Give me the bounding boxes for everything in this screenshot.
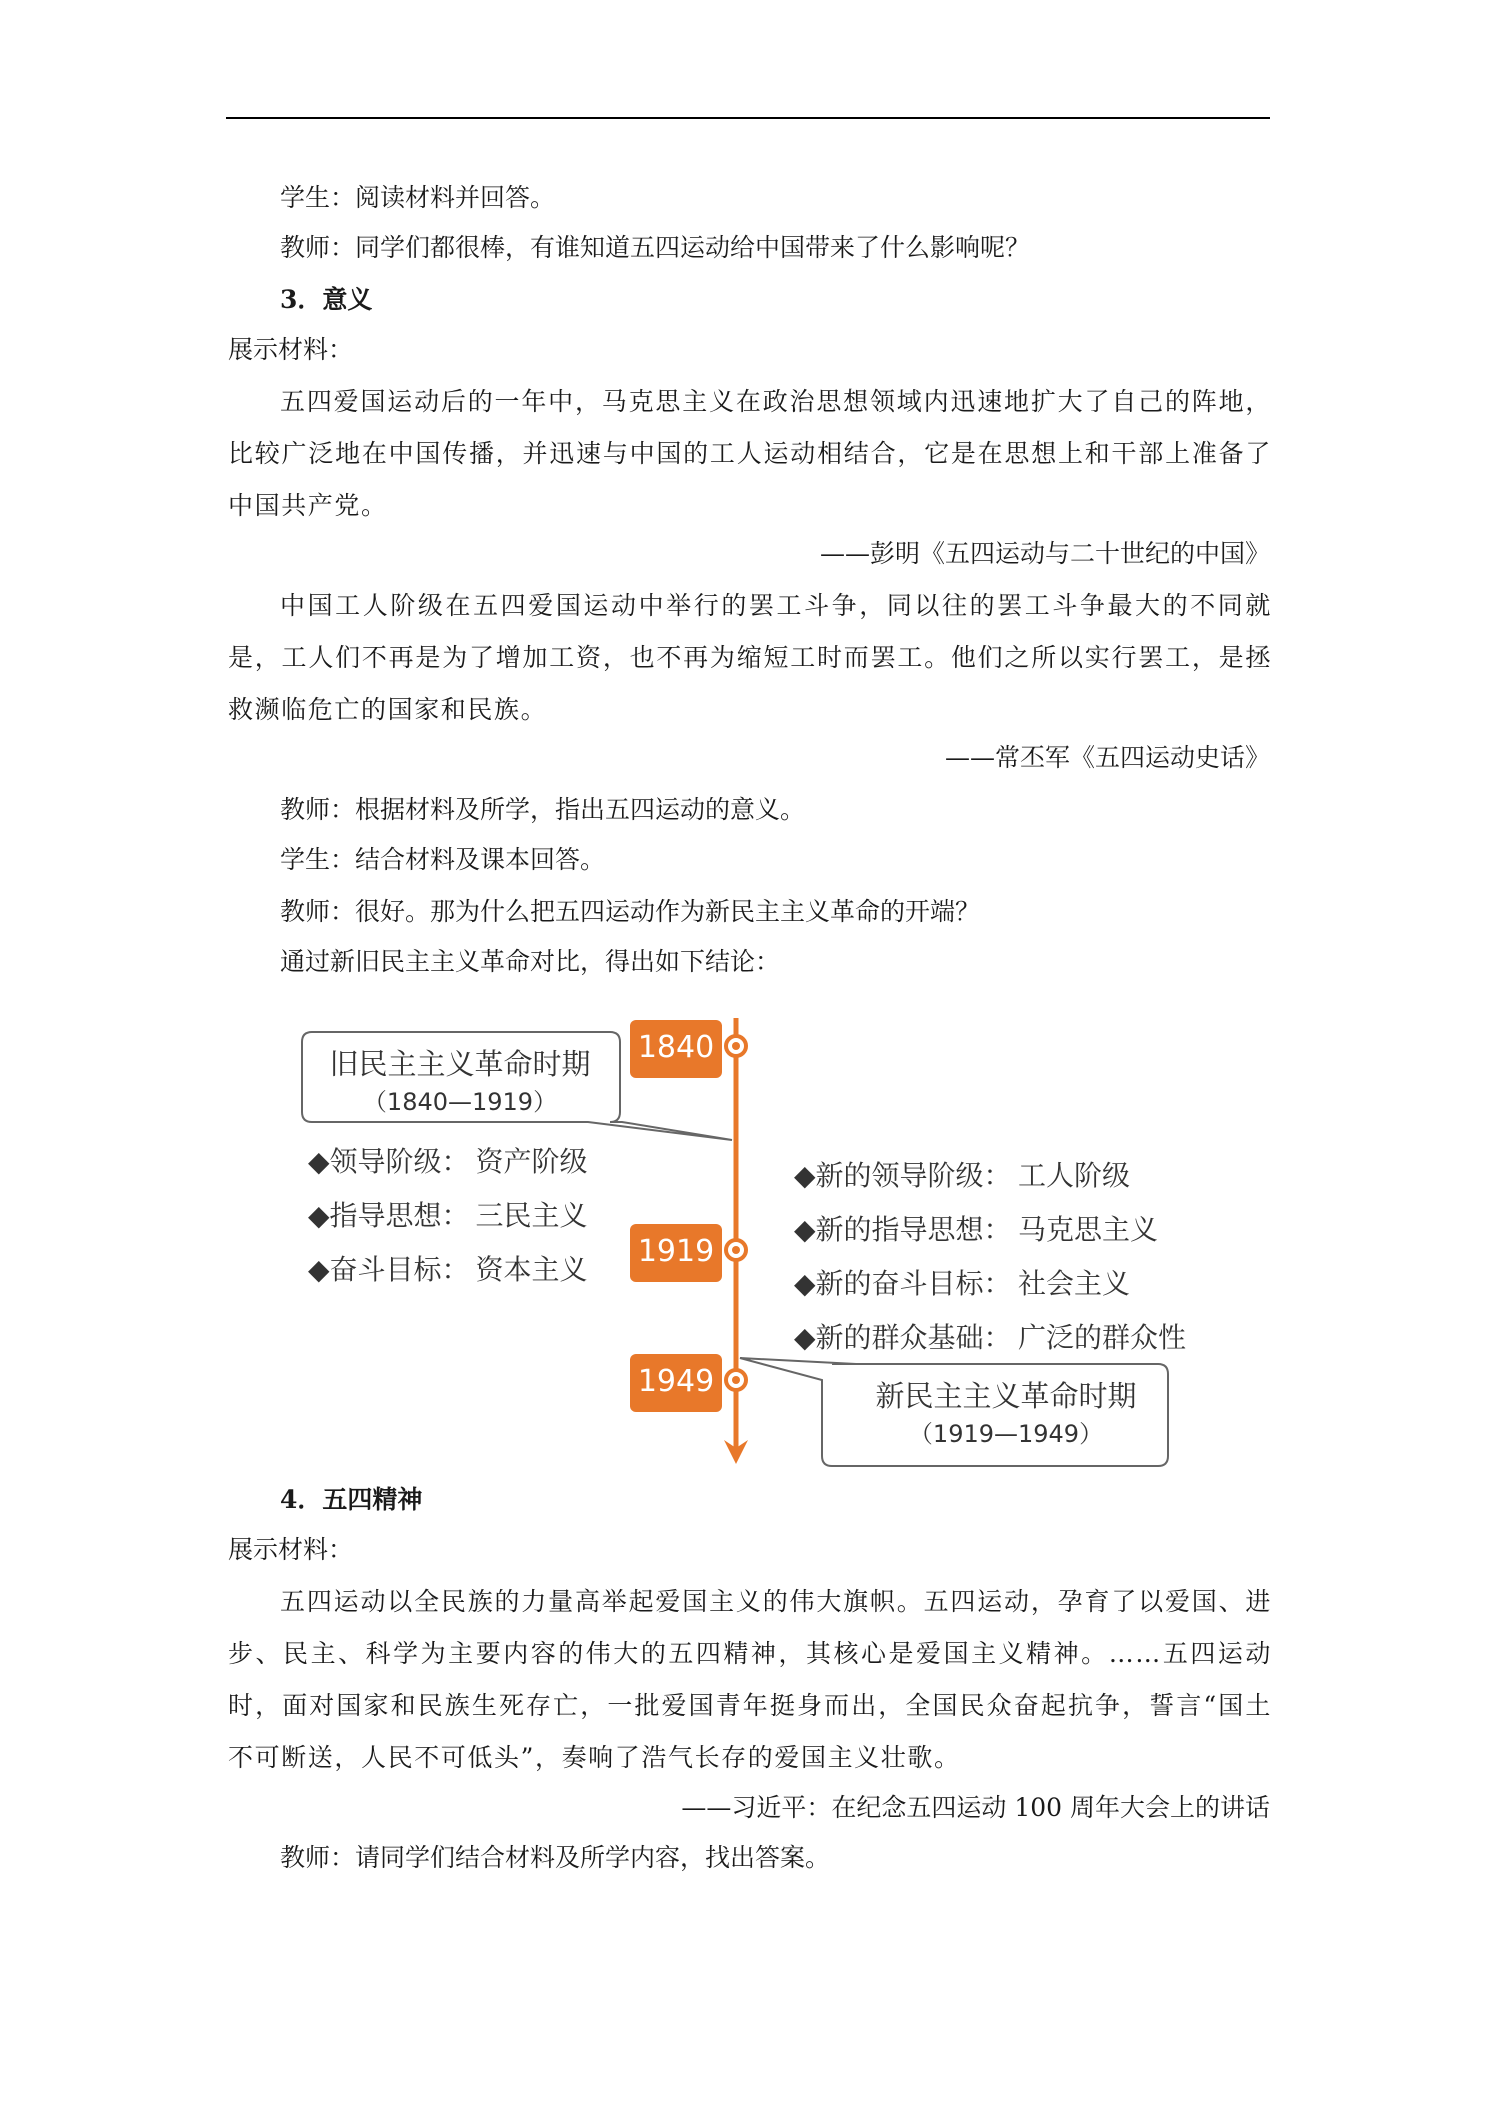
year-label-1949: 1949 xyxy=(637,1364,715,1399)
section-heading-3: 3．意义 xyxy=(280,285,373,314)
old-item-goal xyxy=(308,1248,588,1288)
material-quote-2: 中国工人阶级在五四爱国运动中举行的罢工斗争，同以往的罢工斗争最大的不同就是，工人们不再是为了增加工资，也不再为缩短工时而罢工。他们之所以实行罢工，是拯救濒临危亡的国家和民族。 xyxy=(228,591,1272,724)
year-label-1840: 1840 xyxy=(637,1030,715,1065)
new-item-mass-base xyxy=(794,1316,1186,1356)
new-item-guiding-thought xyxy=(794,1208,1158,1248)
student-line-2: 学生：结合材料及课本回答。 xyxy=(280,845,606,874)
old-period-range: （1840—1919） xyxy=(362,1088,558,1116)
header-rule xyxy=(226,117,1270,119)
quote-source-2: ——常丕军《五四运动史话》 xyxy=(944,743,1270,772)
teacher-line-3: 教师：很好。那为什么把五四运动作为新民主主义革命的开端？ xyxy=(280,897,981,926)
old-item-leading-class xyxy=(308,1140,588,1180)
teacher-line-2: 教师：根据材料及所学，指出五四运动的意义。 xyxy=(280,795,806,824)
new-item-key: ◆新的领导阶级： xyxy=(794,1159,1012,1192)
quote-source-1: ——彭明《五四运动与二十世纪的中国》 xyxy=(819,539,1270,568)
new-period-title: 新民主主义革命时期 xyxy=(875,1379,1137,1413)
old-item-guiding-thought xyxy=(308,1194,588,1234)
new-item-leading-class xyxy=(794,1154,1130,1194)
timeline-node-1919-dot xyxy=(732,1246,740,1254)
old-item-key: ◆领导阶级： xyxy=(308,1145,470,1178)
material-quote-1: 五四爱国运动后的一年中，马克思主义在政治思想领域内迅速地扩大了自己的阵地，比较广泛地在中国传播，并迅速与中国的工人运动相结合，它是在思想上和干部上准备了中国共产党。 xyxy=(228,387,1272,520)
old-item-key: ◆奋斗目标： xyxy=(308,1253,470,1286)
new-item-value: 工人阶级 xyxy=(1018,1159,1131,1192)
section-heading-4: 4．五四精神 xyxy=(280,1485,423,1514)
material-quote-3: 五四运动以全民族的力量高举起爱国主义的伟大旗帜。五四运动，孕育了以爱国、进步、民主、科学为主要内容的伟大的五四精神，其核心是爱国主义精神。……五四运动时，面对国家和民族生死存亡，一批爱国青年挺身而出，全国民众奋起抗争，誓言“国土不可断送，人民不可低头”，奏响了浩气长存的爱国主义壮歌。 xyxy=(228,1587,1272,1772)
conclusion-intro: 通过新旧民主主义革命对比，得出如下结论： xyxy=(280,947,781,976)
old-item-value: 资产阶级 xyxy=(475,1145,588,1178)
show-material-label-1: 展示材料： xyxy=(228,335,354,364)
old-item-value: 三民主义 xyxy=(475,1199,588,1232)
timeline-node-1840-dot xyxy=(732,1042,740,1050)
new-item-key: ◆新的指导思想： xyxy=(794,1213,1012,1246)
teacher-line-4: 教师：请同学们结合材料及所学内容，找出答案。 xyxy=(280,1843,831,1872)
revolution-timeline-diagram xyxy=(300,1018,1260,1478)
new-period-range: （1919—1949） xyxy=(908,1420,1104,1448)
new-item-value: 广泛的群众性 xyxy=(1018,1321,1187,1354)
timeline-node-1949-dot xyxy=(732,1376,740,1384)
new-item-key: ◆新的奋斗目标： xyxy=(794,1267,1012,1300)
old-item-key: ◆指导思想： xyxy=(308,1199,470,1232)
student-line-1: 学生：阅读材料并回答。 xyxy=(280,183,556,212)
old-item-value: 资本主义 xyxy=(475,1253,588,1286)
new-item-value: 社会主义 xyxy=(1018,1267,1131,1300)
teacher-line-1: 教师：同学们都很棒，有谁知道五四运动给中国带来了什么影响呢？ xyxy=(280,233,1031,262)
year-label-1919: 1919 xyxy=(637,1234,715,1269)
quote-source-3: ——习近平：在纪念五四运动 100 周年大会上的讲话 xyxy=(681,1793,1270,1822)
new-item-value: 马克思主义 xyxy=(1018,1213,1159,1246)
show-material-label-2: 展示材料： xyxy=(228,1535,354,1564)
old-period-title: 旧民主主义革命时期 xyxy=(329,1047,591,1081)
new-item-goal xyxy=(794,1262,1130,1302)
new-item-key: ◆新的群众基础： xyxy=(794,1321,1012,1354)
